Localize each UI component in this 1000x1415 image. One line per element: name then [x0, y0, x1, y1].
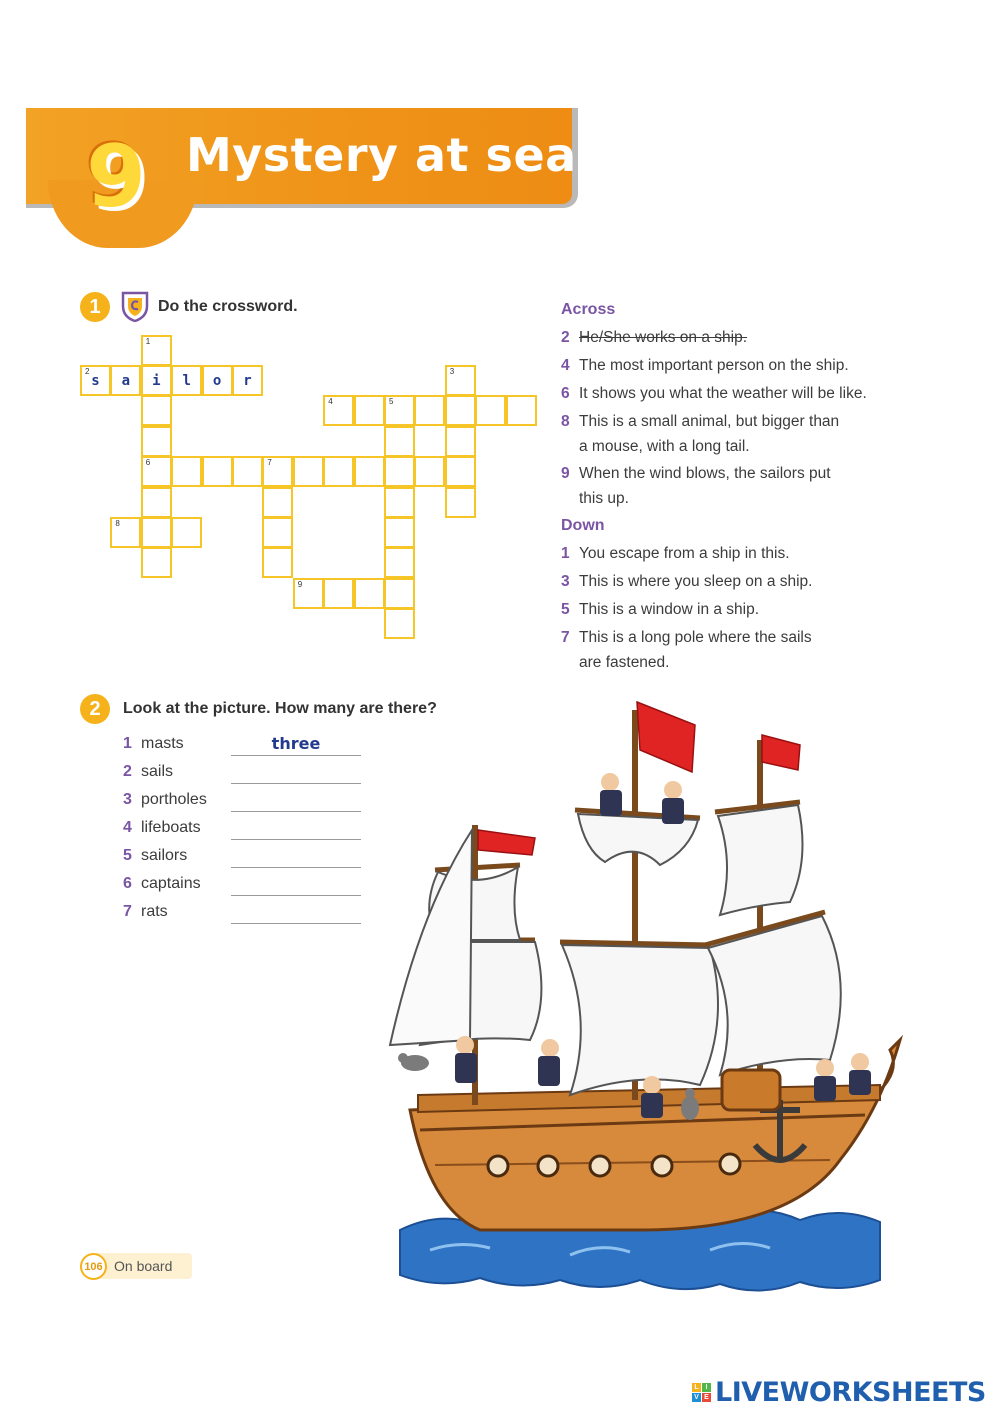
clue-number: 1: [561, 545, 570, 562]
sails: [390, 805, 841, 1095]
liveworksheets-logo-icon: L I V E: [692, 1383, 711, 1402]
crossword-cell[interactable]: [262, 487, 293, 518]
page-number: 106: [80, 1253, 107, 1280]
crossword-cell[interactable]: [445, 395, 476, 426]
crossword-cell[interactable]: [141, 365, 172, 396]
exercise-1-number: 1: [80, 292, 110, 322]
clue-down-7: [561, 624, 961, 676]
liveworksheets-wordmark: LIVEWORKSHEETS: [715, 1376, 986, 1408]
crossword-cell[interactable]: [384, 426, 415, 457]
crossword-cell[interactable]: [171, 365, 202, 396]
count-row-captains: [123, 875, 363, 903]
item-number: 1: [123, 735, 132, 752]
item-number: 4: [123, 819, 132, 836]
crossword-cell[interactable]: [445, 365, 476, 396]
crossword-cell[interactable]: [141, 395, 172, 426]
answer-input-portholes[interactable]: [231, 788, 361, 812]
crossword-cell[interactable]: [80, 365, 111, 396]
page-title: Mystery at sea: [186, 128, 577, 182]
crossword-cell[interactable]: [414, 456, 445, 487]
chapter-badge: [72, 128, 160, 226]
crossword-clue-number: 9: [297, 579, 303, 589]
crossword-cell[interactable]: [110, 517, 141, 548]
item-number: 3: [123, 791, 132, 808]
crossword-cell[interactable]: [262, 547, 293, 578]
crossword-cell[interactable]: [262, 456, 293, 487]
crossword-cell[interactable]: [262, 517, 293, 548]
answer-input-rats[interactable]: [231, 900, 361, 924]
item-label: sails: [141, 763, 174, 780]
clue-across-8: [561, 408, 961, 460]
crossword-cell[interactable]: [475, 395, 506, 426]
clue-number: 2: [561, 329, 570, 346]
item-label: lifeboats: [141, 819, 201, 836]
crossword-letter: a: [121, 373, 131, 389]
exercise-2-instruction: Look at the picture. How many are there?: [123, 700, 437, 717]
clue-text: This is a small animal, but bigger than: [579, 413, 840, 430]
crossword-letter: s: [91, 373, 100, 389]
clue-number: 3: [561, 573, 570, 590]
clue-text: This is where you sleep on a ship.: [579, 573, 813, 590]
clue-text-continued: a mouse, with a long tail.: [579, 438, 750, 455]
crossword-cell[interactable]: [202, 456, 233, 487]
crossword-cell[interactable]: [141, 487, 172, 518]
clue-number: 4: [561, 357, 570, 374]
crossword-cell[interactable]: [384, 395, 415, 426]
crossword-cell[interactable]: [354, 395, 385, 426]
crossword-cell[interactable]: [354, 456, 385, 487]
clue-number: 6: [561, 385, 570, 402]
crossword-cell[interactable]: [293, 578, 324, 609]
crossword-cell[interactable]: [171, 456, 202, 487]
answer-input-lifeboats[interactable]: [231, 816, 361, 840]
item-label: rats: [141, 903, 168, 920]
clue-down-1: [561, 540, 961, 568]
crossword-cell[interactable]: [323, 578, 354, 609]
exercise-2-number: 2: [80, 694, 110, 724]
item-number: 2: [123, 763, 132, 780]
crossword-cell[interactable]: [354, 578, 385, 609]
crossword-letter: l: [182, 373, 191, 389]
crossword-cell[interactable]: [445, 487, 476, 518]
crossword-cell[interactable]: [323, 395, 354, 426]
clue-number: 8: [561, 413, 570, 430]
clue-text-continued: are fastened.: [579, 654, 670, 671]
clue-text: When the wind blows, the sailors put: [579, 465, 831, 482]
clue-down-3: [561, 568, 961, 596]
count-row-masts: [123, 735, 363, 763]
answer-input-sails[interactable]: [231, 760, 361, 784]
crossword-cell[interactable]: [384, 456, 415, 487]
crossword-cell[interactable]: [414, 395, 445, 426]
clue-text: He/She works on a ship.: [579, 329, 748, 346]
count-row-rats: [123, 903, 363, 931]
clue-down-5: [561, 596, 961, 624]
clue-number: 7: [561, 629, 570, 646]
clue-across-2: [561, 324, 961, 352]
crossword-clue-number: 4: [328, 397, 333, 407]
section-name: On board: [114, 1258, 173, 1274]
crossword-cell[interactable]: [232, 456, 263, 487]
clue-across-9: [561, 460, 961, 512]
shield-icon: [121, 290, 149, 322]
crossword-cell[interactable]: [141, 426, 172, 457]
crossword-cell[interactable]: [141, 517, 172, 548]
crossword-cell[interactable]: [232, 365, 263, 396]
clues-panel: [561, 296, 961, 676]
clue-across-4: [561, 352, 961, 380]
item-number: 6: [123, 875, 132, 892]
clue-text: It shows you what the weather will be like.: [579, 385, 867, 402]
crossword-cell[interactable]: [445, 426, 476, 457]
crossword-letter: i: [152, 373, 161, 389]
crossword-clue-number: 5: [389, 397, 394, 407]
crossword-cell[interactable]: [110, 365, 141, 396]
crossword-cell[interactable]: [141, 547, 172, 578]
lifeboat: [722, 1070, 780, 1110]
count-row-portholes: [123, 791, 363, 819]
item-label: captains: [141, 875, 201, 892]
clue-text: This is a window in a ship.: [579, 601, 760, 618]
answer-input-sailors[interactable]: [231, 844, 361, 868]
answer-input-captains[interactable]: [231, 872, 361, 896]
liveworksheets-logo: [692, 1372, 986, 1412]
crossword-cell[interactable]: [445, 456, 476, 487]
ship-illustration: [360, 690, 920, 1300]
chapter-number: 9: [86, 127, 146, 227]
clue-number: 9: [561, 465, 570, 482]
item-label: masts: [141, 735, 184, 752]
crossword-cell[interactable]: [384, 608, 415, 639]
clue-across-6: [561, 380, 961, 408]
crossword-cell[interactable]: [384, 517, 415, 548]
item-number: 5: [123, 847, 132, 864]
clue-text: You escape from a ship in this.: [579, 545, 790, 562]
crossword-cell[interactable]: [384, 487, 415, 518]
crossword-cell[interactable]: [202, 365, 233, 396]
crossword-cell[interactable]: [141, 335, 172, 366]
crossword-cell[interactable]: [171, 517, 202, 548]
item-label: portholes: [141, 791, 207, 808]
crossword-letter: o: [212, 373, 222, 389]
crossword-letter: r: [243, 373, 252, 389]
crossword-cell[interactable]: [141, 456, 172, 487]
clue-number: 5: [561, 601, 570, 618]
count-row-sailors: [123, 847, 363, 875]
count-row-lifeboats: [123, 819, 363, 847]
crossword-clue-number: 7: [267, 458, 272, 468]
crossword-cell[interactable]: [323, 456, 354, 487]
across-heading: Across: [561, 301, 616, 318]
crossword-clue-number: 6: [145, 458, 151, 468]
count-row-sails: [123, 763, 363, 791]
crossword-clue-number: 8: [115, 519, 120, 528]
crossword-clue-number: 2: [85, 367, 90, 376]
clue-text: This is a long pole where the sails: [579, 629, 812, 646]
answer-input-masts[interactable]: [231, 732, 361, 756]
crossword-cell[interactable]: [506, 395, 537, 426]
down-heading: Down: [561, 517, 605, 534]
exercise-1-instruction: Do the crossword.: [158, 298, 298, 315]
clue-text-continued: this up.: [579, 490, 629, 507]
item-number: 7: [123, 903, 132, 920]
crossword-cell[interactable]: [293, 456, 324, 487]
crossword-clue-number: 3: [449, 367, 455, 376]
crossword-cell[interactable]: [384, 578, 415, 609]
crossword-cell[interactable]: [384, 547, 415, 578]
item-label: sailors: [141, 847, 188, 864]
clue-text: The most important person on the ship.: [579, 357, 849, 374]
crossword-clue-number: 1: [145, 336, 151, 346]
